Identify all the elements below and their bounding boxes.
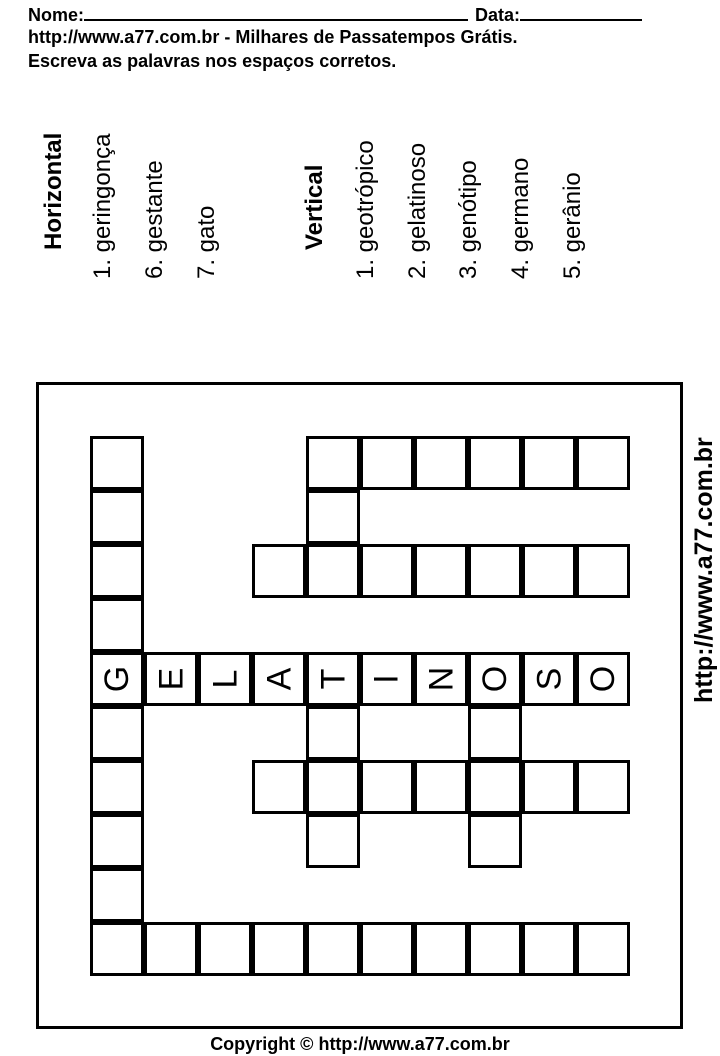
grid-cell[interactable] [90, 544, 144, 598]
cell-letter: N [422, 666, 460, 692]
site-line: http://www.a77.com.br - Milhares de Passatempos Grátis. [28, 27, 518, 47]
grid-cell[interactable] [576, 436, 630, 490]
grid-cell[interactable] [360, 436, 414, 490]
grid-cell[interactable] [468, 544, 522, 598]
grid-cell[interactable] [576, 652, 630, 706]
grid-cell[interactable] [306, 814, 360, 868]
grid-cell[interactable] [360, 922, 414, 976]
horizontal-clue-6: 6. gestante [141, 160, 168, 279]
name-label: Nome: [28, 5, 85, 25]
grid-cell[interactable] [414, 544, 468, 598]
grid-cell[interactable] [522, 652, 576, 706]
grid-cell[interactable] [198, 922, 252, 976]
name-field[interactable] [84, 3, 468, 21]
cell-letter: A [260, 667, 298, 691]
grid-cell[interactable] [414, 922, 468, 976]
grid-cell[interactable] [90, 922, 144, 976]
cell-letter: I [367, 674, 406, 684]
grid-cell[interactable] [360, 760, 414, 814]
grid-cell[interactable] [144, 652, 198, 706]
grid-cell[interactable] [306, 490, 360, 544]
grid-cell[interactable] [306, 760, 360, 814]
grid-cell[interactable] [414, 436, 468, 490]
vertical-clue-1: 1. geotrópico [352, 140, 379, 279]
grid-cell[interactable] [144, 922, 198, 976]
grid-cell[interactable] [90, 868, 144, 922]
cell-letter: S [530, 667, 568, 691]
grid-cell[interactable] [576, 544, 630, 598]
grid-cell[interactable] [522, 544, 576, 598]
grid-cell[interactable] [414, 760, 468, 814]
side-url: http://www.a77.com.br [690, 437, 718, 703]
vertical-clue-2: 2. gelatinoso [404, 142, 431, 279]
grid-cell[interactable] [90, 490, 144, 544]
grid-cell[interactable] [360, 544, 414, 598]
vertical-clue-3: 3. genótipo [455, 160, 482, 279]
grid-cell[interactable] [90, 436, 144, 490]
cell-letter: L [205, 669, 244, 689]
grid-cell[interactable] [90, 760, 144, 814]
cell-letter: G [97, 665, 136, 693]
instruction-line: Escreva as palavras nos espaços corretos. [28, 51, 397, 71]
horizontal-clue-7: 7. gato [193, 205, 220, 279]
cell-letter: O [583, 665, 622, 693]
horizontal-title: Horizontal [40, 132, 67, 250]
grid-cell[interactable] [468, 814, 522, 868]
grid-cell[interactable] [90, 652, 144, 706]
grid-cell[interactable] [252, 922, 306, 976]
grid-cell[interactable] [252, 760, 306, 814]
vertical-clue-5: 5. gerânio [559, 172, 586, 279]
name-date-line [28, 3, 642, 25]
grid-cell[interactable] [360, 652, 414, 706]
vertical-clue-4: 4. germano [507, 157, 534, 279]
grid-cell[interactable] [252, 544, 306, 598]
grid-cell[interactable] [468, 706, 522, 760]
date-label: Data: [475, 5, 521, 25]
grid-cell[interactable] [468, 436, 522, 490]
grid-cell[interactable] [306, 544, 360, 598]
grid-cell[interactable] [198, 652, 252, 706]
grid-cell[interactable] [468, 760, 522, 814]
date-field[interactable] [520, 3, 642, 21]
copyright-footer: Copyright © http://www.a77.com.br [210, 1034, 510, 1054]
grid-cell[interactable] [576, 760, 630, 814]
cell-letter: O [475, 665, 514, 693]
cell-letter: T [314, 668, 352, 690]
grid-cell[interactable] [468, 922, 522, 976]
grid-cell[interactable] [306, 922, 360, 976]
grid-cell[interactable] [90, 598, 144, 652]
grid-cell[interactable] [306, 652, 360, 706]
grid-cell[interactable] [306, 706, 360, 760]
grid-cell[interactable] [252, 652, 306, 706]
grid-cell[interactable] [522, 922, 576, 976]
horizontal-clue-1: 1. geringonça [89, 133, 116, 279]
grid-cell[interactable] [468, 652, 522, 706]
vertical-title: Vertical [301, 164, 328, 250]
grid-cell[interactable] [306, 436, 360, 490]
grid-cell[interactable] [90, 814, 144, 868]
grid-cell[interactable] [90, 706, 144, 760]
grid-cell[interactable] [522, 436, 576, 490]
grid-cell[interactable] [522, 760, 576, 814]
grid-cell[interactable] [414, 652, 468, 706]
cell-letter: E [152, 667, 190, 691]
grid-cell[interactable] [576, 922, 630, 976]
